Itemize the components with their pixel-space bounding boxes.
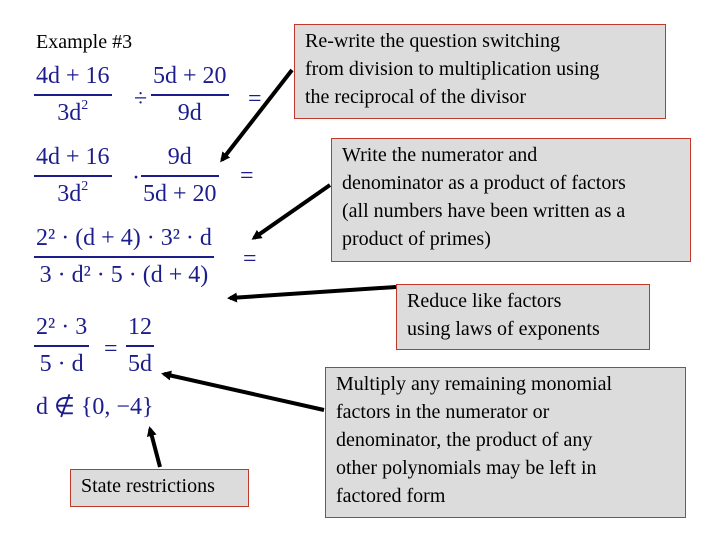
step3-equals: = [243, 246, 257, 272]
step4-equals: = [104, 336, 118, 362]
note-line: State restrictions [81, 475, 215, 497]
note-line: denominator as a product of factors [342, 172, 626, 194]
note-line: factored form [336, 485, 446, 507]
arrow-reduce [230, 287, 396, 298]
arrow-multiply [164, 374, 324, 410]
note-line: from division to multiplication using [305, 58, 600, 80]
step2-equals: = [240, 163, 254, 189]
note-line: Write the numerator and [342, 144, 538, 166]
note-line: (all numbers have been written as a [342, 200, 626, 222]
step4-a-numerator: 2² · 3 [36, 314, 88, 340]
note-line: denominator, the product of any [336, 429, 593, 451]
note-line: other polynomials may be left in [336, 457, 597, 479]
note-line: the reciprocal of the divisor [305, 86, 527, 108]
note-line: product of primes) [342, 228, 491, 250]
step1-equals: = [248, 86, 262, 112]
step1-a-numerator: 4d + 16 [36, 63, 110, 89]
step2-b-numerator: 9d [167, 144, 192, 170]
step4-b-numerator: 12 [128, 314, 152, 340]
step1-b-numerator: 5d + 20 [153, 63, 227, 89]
step3-numerator: 2² · (d + 4) · 3² · d [36, 225, 212, 251]
arrow-restrictions [150, 429, 160, 467]
step2-dot-operator: · [132, 165, 140, 191]
note-line: Reduce like factors [407, 290, 562, 312]
example-title: Example #3 [36, 31, 133, 53]
arrow-factors [254, 185, 330, 238]
note-line: Multiply any remaining monomial [336, 373, 613, 395]
note-line: factors in the numerator or [336, 401, 550, 423]
step1-divide-operator: ÷ [134, 86, 148, 112]
step2-a-numerator: 4d + 16 [36, 144, 110, 170]
step3-denominator: 3 · d² · 5 · (d + 4) [39, 261, 209, 288]
step2-b-denominator: 5d + 20 [143, 180, 217, 207]
arrow-reciprocal [222, 70, 292, 160]
step4-b-denominator: 5d [128, 350, 152, 377]
restriction-statement: d ∉ {0, −4} [36, 394, 154, 420]
step1-b-denominator: 9d [177, 99, 202, 126]
step1-a-denominator: $3d^2$ [57, 97, 89, 126]
step4-a-denominator: 5 · d [39, 350, 84, 377]
step2-a-denominator: $3d^2$ [57, 178, 89, 207]
note-line: Re-write the question switching [305, 30, 560, 52]
note-line: using laws of exponents [407, 318, 600, 340]
